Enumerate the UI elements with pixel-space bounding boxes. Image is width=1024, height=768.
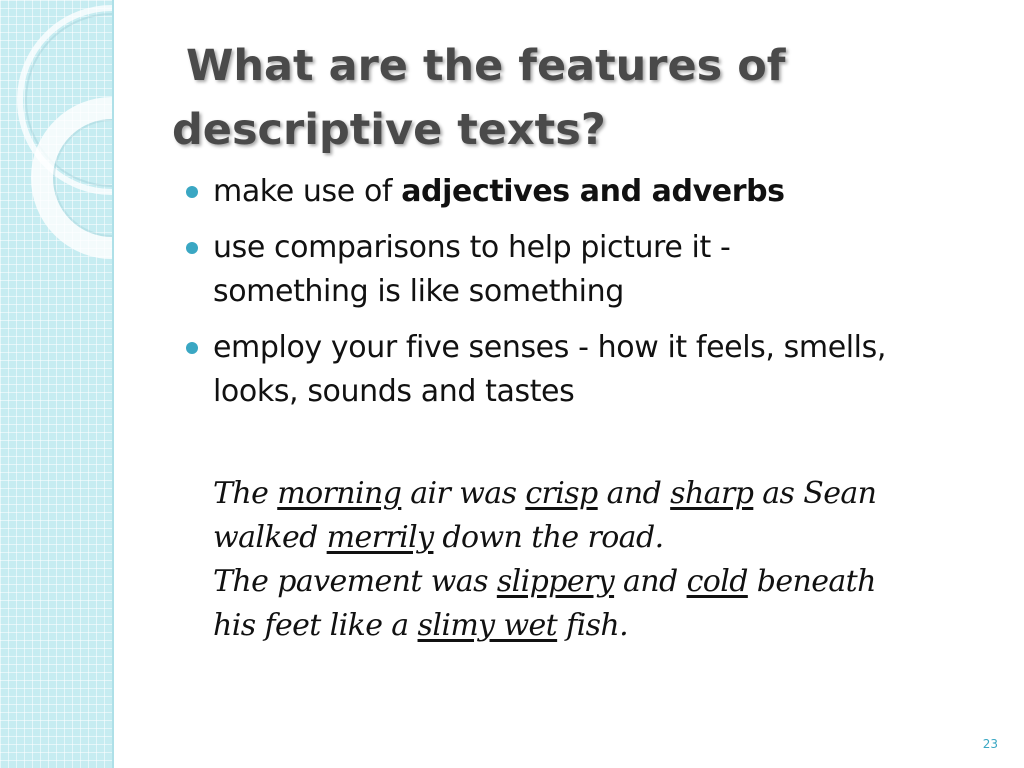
example-text: beneath bbox=[747, 564, 876, 599]
title-line-2: descriptive texts? bbox=[172, 105, 606, 155]
example-text: fish. bbox=[557, 608, 629, 643]
decorative-sidebar bbox=[0, 0, 114, 768]
example-text: his feet like a bbox=[213, 608, 418, 643]
bullet-text-line-2: something is like something bbox=[213, 274, 624, 309]
example-text: The bbox=[213, 476, 278, 511]
underlined-word: merrily bbox=[326, 520, 434, 555]
bullet-icon bbox=[186, 186, 198, 198]
title-line-1: What are the features of bbox=[186, 41, 786, 91]
bullet-text-line-2: looks, sounds and tastes bbox=[213, 374, 575, 409]
example-text: and bbox=[597, 476, 671, 511]
bullet-text: make use of bbox=[213, 174, 402, 209]
bullet-item bbox=[186, 326, 1006, 414]
example-text: down the road. bbox=[433, 520, 664, 555]
underlined-word: crisp bbox=[525, 476, 598, 511]
underlined-word: sharp bbox=[670, 476, 754, 511]
example-text: and bbox=[614, 564, 687, 599]
page-number: 23 bbox=[982, 737, 998, 751]
underlined-word: slippery bbox=[496, 564, 615, 599]
bullet-icon bbox=[186, 242, 198, 254]
bullet-bold-text: adjectives and adverbs bbox=[401, 174, 785, 209]
bullet-icon bbox=[186, 342, 198, 354]
bullet-text-line-1: employ your five senses - how it feels, smells, bbox=[213, 330, 886, 365]
example-text: walked bbox=[213, 520, 327, 555]
example-text: as Sean bbox=[753, 476, 877, 511]
example-paragraph bbox=[213, 472, 1003, 648]
example-text: air was bbox=[401, 476, 526, 511]
bullet-item bbox=[186, 170, 1006, 214]
decorative-circles bbox=[0, 0, 112, 768]
bullet-text-line-1: use comparisons to help picture it - bbox=[213, 230, 731, 265]
underlined-word: morning bbox=[277, 476, 402, 511]
underlined-word: slimy wet bbox=[417, 608, 558, 643]
example-text: The pavement was bbox=[213, 564, 497, 599]
bullet-list bbox=[186, 170, 1006, 426]
bullet-item bbox=[186, 226, 1006, 314]
underlined-word: cold bbox=[686, 564, 748, 599]
slide-title bbox=[172, 34, 992, 162]
